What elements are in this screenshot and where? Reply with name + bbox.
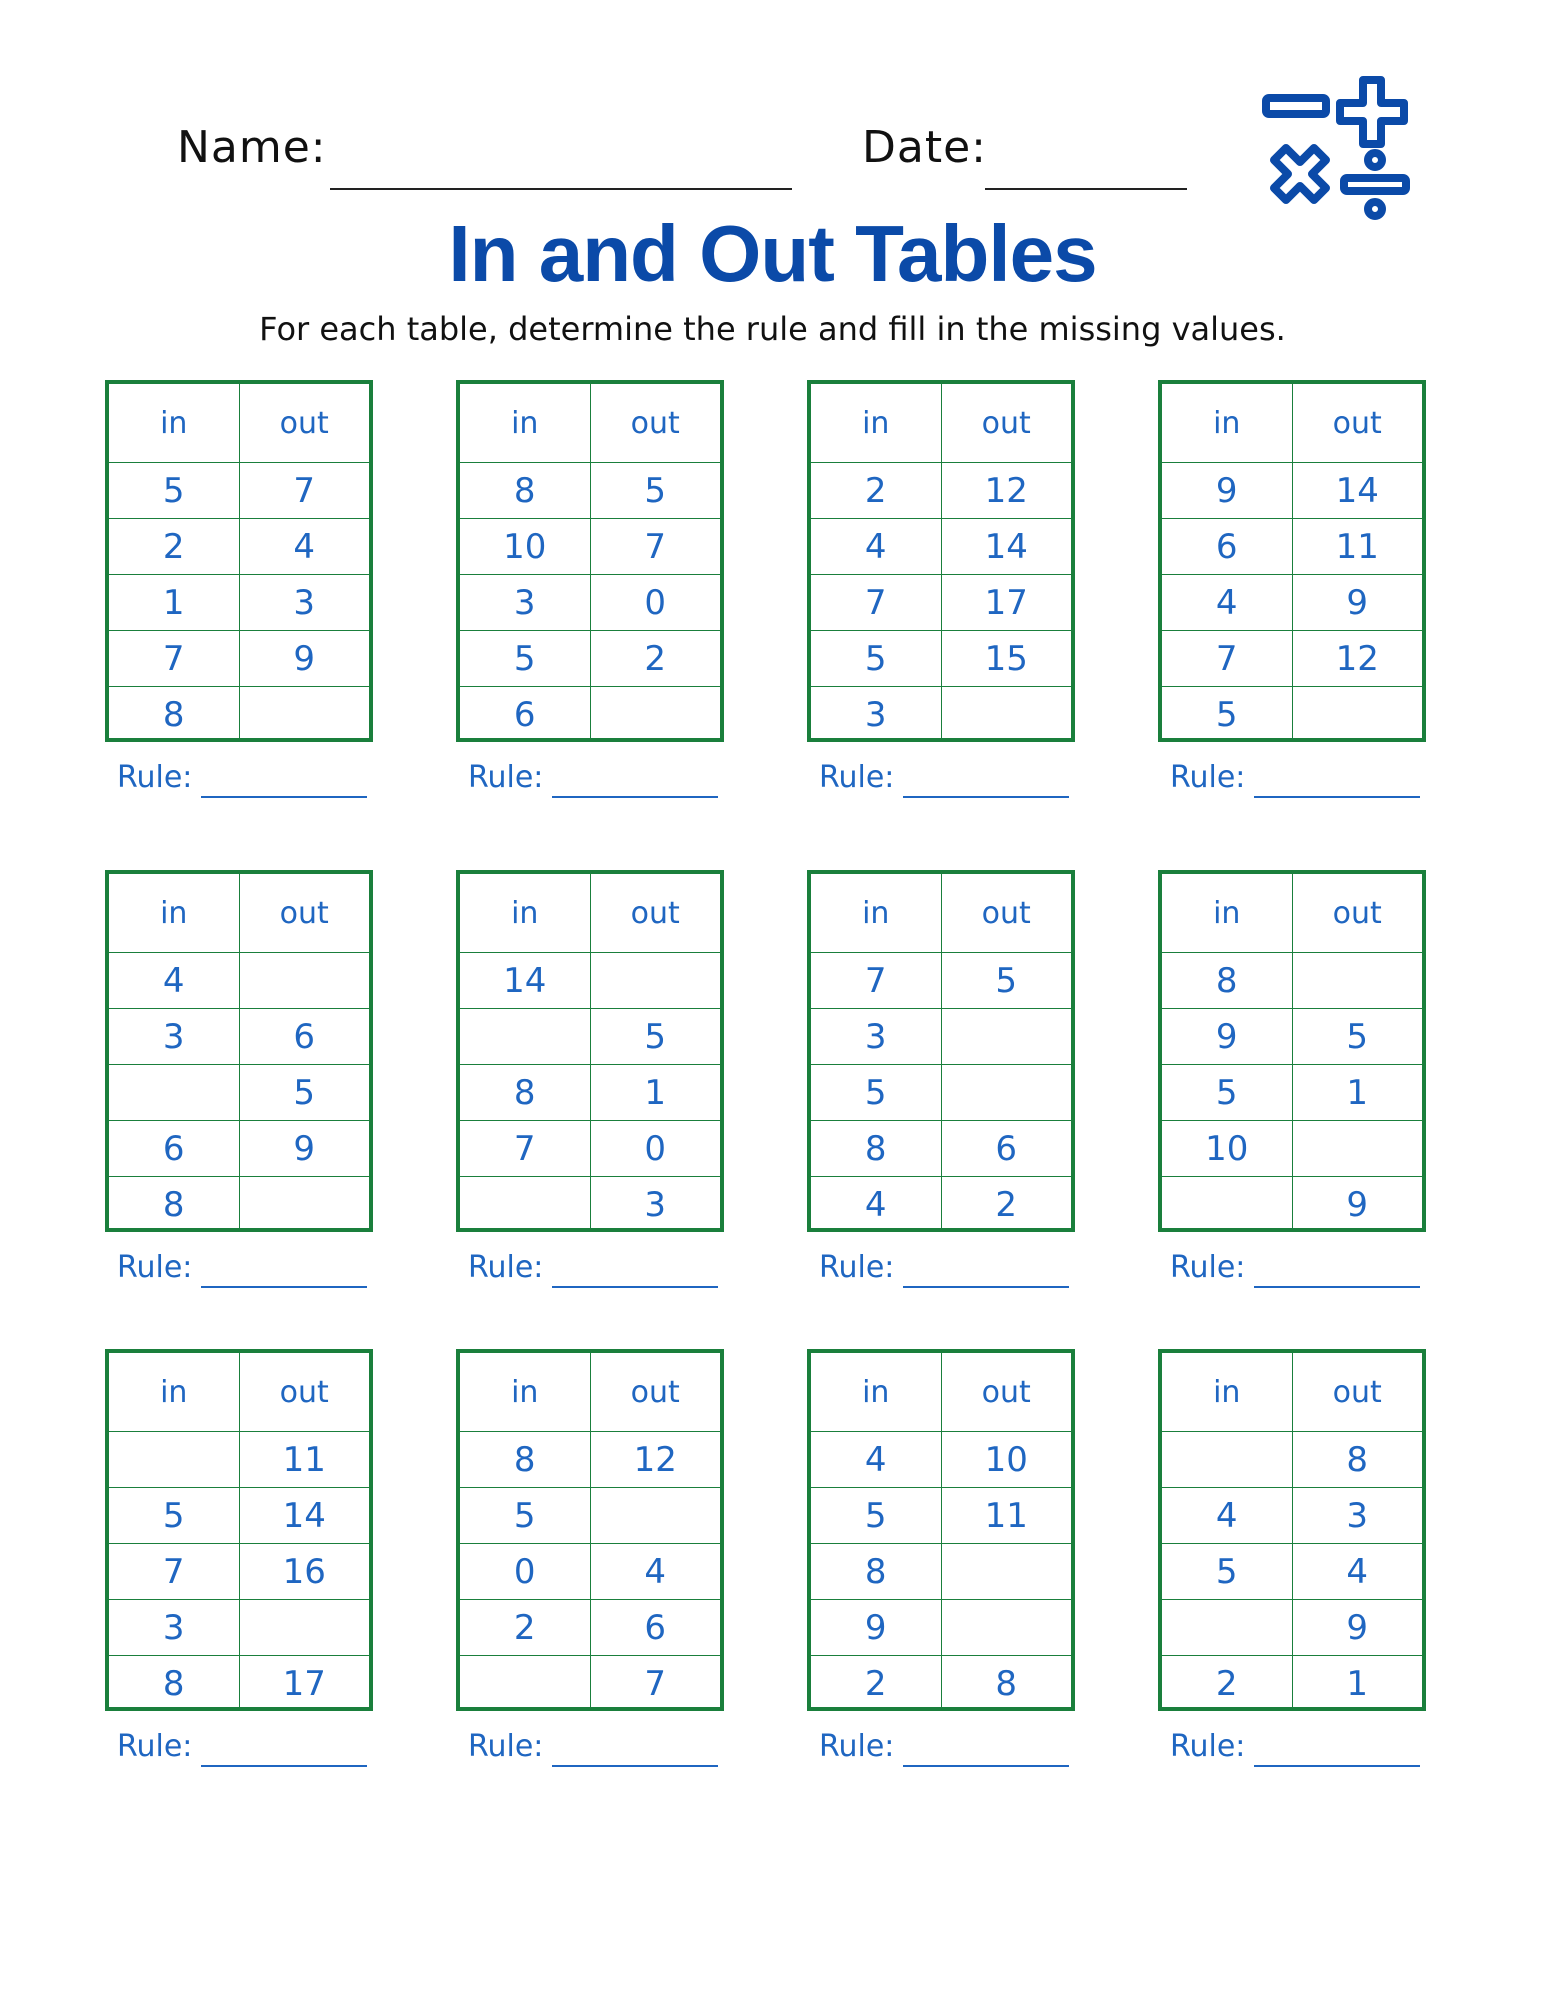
table-row	[811, 1655, 1071, 1711]
rule-row	[105, 1729, 373, 1773]
out-header: out	[941, 874, 1072, 952]
rule-row	[105, 760, 373, 804]
in-header: in	[160, 405, 188, 441]
table-row	[460, 952, 720, 1008]
table-row	[811, 630, 1071, 686]
in-header: in	[1213, 895, 1241, 931]
table-row	[1162, 1543, 1422, 1599]
table-row	[460, 630, 720, 686]
out-cell-blank[interactable]	[239, 953, 370, 1008]
table-row	[811, 1543, 1071, 1599]
table-row	[109, 1543, 369, 1599]
in-cell: 8	[513, 1439, 536, 1480]
out-cell-blank[interactable]	[941, 687, 1072, 742]
table-row	[109, 462, 369, 518]
table-row	[460, 1064, 720, 1120]
in-cell-blank[interactable]	[1162, 1600, 1292, 1655]
table-header-row	[1162, 874, 1422, 952]
in-cell: 14	[503, 960, 547, 1001]
table-row	[460, 1008, 720, 1064]
in-cell: 2	[1215, 1663, 1238, 1704]
out-cell: 4	[1292, 1544, 1423, 1599]
table-row	[109, 1176, 369, 1232]
in-cell: 3	[864, 1016, 887, 1057]
in-header: in	[862, 895, 890, 931]
in-cell: 5	[1215, 694, 1238, 735]
table-row	[109, 518, 369, 574]
out-cell: 5	[590, 463, 721, 518]
in-cell: 10	[503, 526, 547, 567]
rule-answer-line[interactable]	[903, 796, 1069, 798]
in-out-table	[1158, 1349, 1426, 1711]
out-cell: 5	[1292, 1009, 1423, 1064]
table-header-row	[460, 874, 720, 952]
date-label: Date:	[862, 122, 987, 173]
out-cell: 9	[1292, 1600, 1423, 1655]
out-cell: 5	[941, 953, 1072, 1008]
in-out-table	[105, 870, 373, 1232]
in-cell: 8	[864, 1128, 887, 1169]
in-cell: 5	[864, 1495, 887, 1536]
in-cell: 7	[513, 1128, 536, 1169]
table-header-row	[109, 874, 369, 952]
out-header: out	[1292, 384, 1423, 462]
out-cell: 1	[1292, 1065, 1423, 1120]
in-cell-blank[interactable]	[460, 1177, 590, 1232]
in-cell: 9	[1215, 1016, 1238, 1057]
table-row	[1162, 686, 1422, 742]
table-header-row	[811, 1353, 1071, 1431]
out-cell: 9	[239, 631, 370, 686]
out-header: out	[239, 1353, 370, 1431]
out-cell: 9	[1292, 575, 1423, 630]
in-cell: 0	[513, 1551, 536, 1592]
out-cell: 0	[590, 575, 721, 630]
in-cell: 4	[1215, 1495, 1238, 1536]
table-row	[460, 1487, 720, 1543]
in-cell: 5	[1215, 1072, 1238, 1113]
in-out-table	[456, 870, 724, 1232]
in-header: in	[160, 895, 188, 931]
out-cell: 6	[590, 1600, 721, 1655]
out-header: out	[941, 384, 1072, 462]
in-cell: 4	[864, 1439, 887, 1480]
out-cell: 9	[1292, 1177, 1423, 1232]
table-row	[1162, 1120, 1422, 1176]
out-cell: 3	[1292, 1488, 1423, 1543]
in-cell: 8	[864, 1551, 887, 1592]
rule-label: Rule:	[468, 1729, 544, 1764]
out-cell: 12	[1292, 631, 1423, 686]
table-row	[1162, 518, 1422, 574]
in-header: in	[511, 895, 539, 931]
rule-row	[1158, 1250, 1426, 1294]
table-row	[811, 952, 1071, 1008]
table-row	[811, 1120, 1071, 1176]
in-out-table	[807, 870, 1075, 1232]
table-row	[460, 1431, 720, 1487]
rule-answer-line[interactable]	[552, 1765, 718, 1767]
out-cell: 17	[941, 575, 1072, 630]
in-cell: 6	[162, 1128, 185, 1169]
rule-row	[807, 760, 1075, 804]
out-cell: 7	[590, 519, 721, 574]
table-row	[1162, 1008, 1422, 1064]
in-cell: 2	[864, 470, 887, 511]
in-cell: 7	[864, 960, 887, 1001]
out-cell: 1	[1292, 1656, 1423, 1711]
in-header: in	[862, 1374, 890, 1410]
out-cell: 8	[1292, 1432, 1423, 1487]
rule-row	[456, 1250, 724, 1294]
out-cell: 4	[590, 1544, 721, 1599]
rule-label: Rule:	[468, 1250, 544, 1285]
rule-label: Rule:	[117, 1729, 193, 1764]
in-cell: 4	[864, 1184, 887, 1225]
in-cell: 7	[1215, 638, 1238, 679]
table-header-row	[1162, 384, 1422, 462]
out-cell-blank[interactable]	[941, 1544, 1072, 1599]
in-out-table	[807, 1349, 1075, 1711]
out-cell-blank[interactable]	[239, 687, 370, 742]
out-cell: 1	[590, 1065, 721, 1120]
in-cell: 9	[1215, 470, 1238, 511]
in-cell: 7	[864, 582, 887, 623]
rule-answer-line[interactable]	[201, 1765, 367, 1767]
table-row	[1162, 1599, 1422, 1655]
table-header-row	[811, 874, 1071, 952]
in-cell: 8	[513, 470, 536, 511]
table-row	[460, 462, 720, 518]
table-row	[811, 518, 1071, 574]
rule-answer-line[interactable]	[552, 1286, 718, 1288]
out-cell: 14	[1292, 463, 1423, 518]
rule-answer-line[interactable]	[903, 1286, 1069, 1288]
rule-label: Rule:	[468, 760, 544, 795]
rule-row	[807, 1729, 1075, 1773]
in-cell: 8	[162, 1184, 185, 1225]
in-header: in	[511, 1374, 539, 1410]
table-row	[109, 952, 369, 1008]
out-cell: 15	[941, 631, 1072, 686]
table-row	[1162, 1655, 1422, 1711]
in-cell: 5	[864, 638, 887, 679]
in-header: in	[862, 405, 890, 441]
out-cell-blank[interactable]	[1292, 953, 1423, 1008]
out-cell: 17	[239, 1656, 370, 1711]
in-cell: 2	[162, 526, 185, 567]
in-cell-blank[interactable]	[460, 1656, 590, 1711]
in-cell: 6	[513, 694, 536, 735]
out-header: out	[941, 1353, 1072, 1431]
in-cell: 8	[162, 1663, 185, 1704]
in-cell: 6	[1215, 526, 1238, 567]
in-cell: 8	[1215, 960, 1238, 1001]
in-cell-blank[interactable]	[109, 1065, 239, 1120]
rule-label: Rule:	[1170, 1250, 1246, 1285]
in-cell: 5	[1215, 1551, 1238, 1592]
in-cell: 7	[162, 1551, 185, 1592]
table-header-row	[460, 384, 720, 462]
in-cell: 8	[162, 694, 185, 735]
in-cell: 5	[864, 1072, 887, 1113]
in-cell: 3	[513, 582, 536, 623]
out-header: out	[590, 874, 721, 952]
in-cell: 5	[162, 1495, 185, 1536]
in-cell-blank[interactable]	[1162, 1432, 1292, 1487]
in-cell: 7	[162, 638, 185, 679]
out-cell: 6	[239, 1009, 370, 1064]
rule-label: Rule:	[117, 760, 193, 795]
out-cell: 0	[590, 1121, 721, 1176]
out-cell: 2	[941, 1177, 1072, 1232]
table-header-row	[811, 384, 1071, 462]
table-row	[109, 1120, 369, 1176]
table-header-row	[109, 384, 369, 462]
instructions: For each table, determine the rule and fill in the missing values.	[259, 310, 1286, 348]
table-row	[109, 686, 369, 742]
in-cell: 4	[864, 526, 887, 567]
out-header: out	[1292, 874, 1423, 952]
in-cell: 5	[513, 1495, 536, 1536]
table-row	[460, 1176, 720, 1232]
table-row	[460, 518, 720, 574]
table-row	[460, 1655, 720, 1711]
table-row	[811, 1431, 1071, 1487]
in-cell: 3	[864, 694, 887, 735]
math-operations-icon	[1260, 74, 1420, 224]
in-cell: 1	[162, 582, 185, 623]
rule-label: Rule:	[819, 1729, 895, 1764]
out-cell: 3	[590, 1177, 721, 1232]
table-row	[1162, 952, 1422, 1008]
in-out-table	[1158, 870, 1426, 1232]
out-cell: 7	[590, 1656, 721, 1711]
out-cell: 16	[239, 1544, 370, 1599]
out-cell: 2	[590, 631, 721, 686]
table-header-row	[460, 1353, 720, 1431]
out-cell-blank[interactable]	[941, 1600, 1072, 1655]
in-cell: 4	[162, 960, 185, 1001]
in-out-table	[105, 380, 373, 742]
table-row	[460, 1120, 720, 1176]
rule-answer-line[interactable]	[1254, 796, 1420, 798]
rule-answer-line[interactable]	[1254, 1286, 1420, 1288]
table-row	[1162, 1431, 1422, 1487]
in-cell: 2	[864, 1663, 887, 1704]
table-row	[1162, 1064, 1422, 1120]
table-row	[811, 1487, 1071, 1543]
table-row	[460, 1543, 720, 1599]
rule-row	[1158, 1729, 1426, 1773]
in-cell: 10	[1205, 1128, 1249, 1169]
rule-answer-line[interactable]	[201, 1286, 367, 1288]
table-row	[811, 1176, 1071, 1232]
out-cell: 7	[239, 463, 370, 518]
in-cell: 4	[1215, 582, 1238, 623]
table-row	[1162, 630, 1422, 686]
out-header: out	[239, 384, 370, 462]
rule-answer-line[interactable]	[201, 796, 367, 798]
out-cell: 12	[941, 463, 1072, 518]
in-cell: 3	[162, 1607, 185, 1648]
in-cell-blank[interactable]	[109, 1432, 239, 1487]
name-label: Name:	[177, 122, 327, 173]
table-row	[811, 462, 1071, 518]
table-row	[109, 1431, 369, 1487]
rule-row	[1158, 760, 1426, 804]
out-cell: 11	[239, 1432, 370, 1487]
out-cell-blank[interactable]	[590, 953, 721, 1008]
rule-row	[456, 1729, 724, 1773]
table-row	[811, 1008, 1071, 1064]
in-cell: 5	[162, 470, 185, 511]
table-row	[811, 1599, 1071, 1655]
out-header: out	[1292, 1353, 1423, 1431]
name-field-line[interactable]	[330, 188, 792, 190]
rule-row	[807, 1250, 1075, 1294]
in-cell: 2	[513, 1607, 536, 1648]
out-cell-blank[interactable]	[1292, 687, 1423, 742]
out-cell: 11	[941, 1488, 1072, 1543]
rule-answer-line[interactable]	[552, 796, 718, 798]
out-cell: 14	[941, 519, 1072, 574]
out-cell-blank[interactable]	[941, 1009, 1072, 1064]
out-cell: 10	[941, 1432, 1072, 1487]
table-row	[1162, 462, 1422, 518]
date-field-line[interactable]	[985, 188, 1187, 190]
table-row	[109, 630, 369, 686]
out-cell: 3	[239, 575, 370, 630]
in-cell: 9	[864, 1607, 887, 1648]
out-cell-blank[interactable]	[239, 1600, 370, 1655]
out-cell: 5	[239, 1065, 370, 1120]
table-row	[460, 574, 720, 630]
table-row	[460, 686, 720, 742]
rule-label: Rule:	[117, 1250, 193, 1285]
out-cell-blank[interactable]	[941, 1065, 1072, 1120]
out-cell-blank[interactable]	[590, 1488, 721, 1543]
in-out-table	[1158, 380, 1426, 742]
in-cell: 3	[162, 1016, 185, 1057]
table-row	[109, 1599, 369, 1655]
rule-row	[456, 760, 724, 804]
page-title: In and Out Tables	[448, 209, 1097, 298]
out-cell: 4	[239, 519, 370, 574]
in-out-table	[456, 1349, 724, 1711]
in-out-table	[807, 380, 1075, 742]
in-header: in	[160, 1374, 188, 1410]
in-header: in	[1213, 405, 1241, 441]
out-cell-blank[interactable]	[1292, 1121, 1423, 1176]
out-header: out	[590, 1353, 721, 1431]
rule-label: Rule:	[1170, 1729, 1246, 1764]
out-cell-blank[interactable]	[239, 1177, 370, 1232]
table-header-row	[109, 1353, 369, 1431]
rule-answer-line[interactable]	[903, 1765, 1069, 1767]
table-row	[109, 1655, 369, 1711]
out-cell: 12	[590, 1432, 721, 1487]
out-cell-blank[interactable]	[590, 687, 721, 742]
table-header-row	[1162, 1353, 1422, 1431]
table-row	[1162, 1487, 1422, 1543]
table-row	[811, 1064, 1071, 1120]
rule-label: Rule:	[819, 760, 895, 795]
table-row	[109, 1487, 369, 1543]
table-row	[1162, 1176, 1422, 1232]
out-cell: 9	[239, 1121, 370, 1176]
rule-row	[105, 1250, 373, 1294]
out-header: out	[590, 384, 721, 462]
in-cell-blank[interactable]	[1162, 1177, 1292, 1232]
table-row	[109, 1008, 369, 1064]
out-cell: 8	[941, 1656, 1072, 1711]
rule-label: Rule:	[1170, 760, 1246, 795]
table-row	[811, 574, 1071, 630]
table-row	[460, 1599, 720, 1655]
out-header: out	[239, 874, 370, 952]
in-cell-blank[interactable]	[460, 1009, 590, 1064]
in-out-table	[456, 380, 724, 742]
out-cell: 5	[590, 1009, 721, 1064]
table-row	[1162, 574, 1422, 630]
rule-label: Rule:	[819, 1250, 895, 1285]
in-cell: 8	[513, 1072, 536, 1113]
in-out-table	[105, 1349, 373, 1711]
in-header: in	[511, 405, 539, 441]
table-row	[109, 574, 369, 630]
table-row	[109, 1064, 369, 1120]
out-cell: 6	[941, 1121, 1072, 1176]
out-cell: 11	[1292, 519, 1423, 574]
in-cell: 5	[513, 638, 536, 679]
out-cell: 14	[239, 1488, 370, 1543]
in-header: in	[1213, 1374, 1241, 1410]
table-row	[811, 686, 1071, 742]
rule-answer-line[interactable]	[1254, 1765, 1420, 1767]
